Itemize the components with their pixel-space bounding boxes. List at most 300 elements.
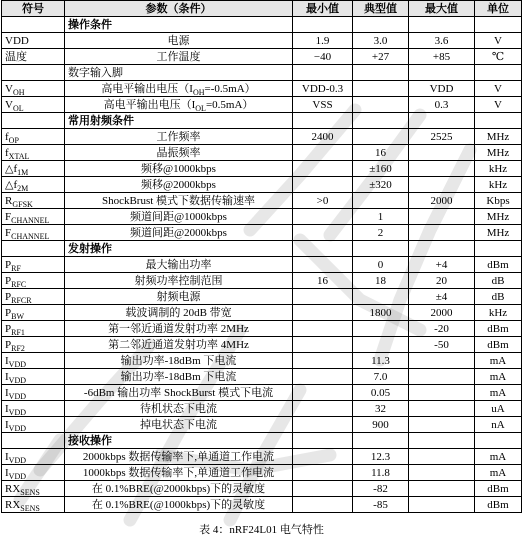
section-blank-cell (353, 433, 409, 449)
table-row (2, 161, 522, 177)
symbol-cell (2, 225, 65, 241)
unit-cell: V (475, 97, 522, 113)
typ-value: -85 (353, 497, 409, 513)
parameter-cell (65, 209, 293, 225)
parameter-text: 晶振频率 (156, 146, 201, 159)
typ-value (353, 289, 409, 305)
unit-cell: MHz (475, 225, 522, 241)
symbol-cell (2, 209, 65, 225)
section-row (2, 241, 522, 257)
parameter-cell (65, 465, 293, 481)
symbol-cell (2, 321, 65, 337)
section-blank-cell (409, 65, 475, 81)
symbol-text: f (5, 130, 9, 143)
unit-cell: nA (475, 417, 522, 433)
parameter-cell (65, 417, 293, 433)
parameter-text: 频移@1000kbps (141, 162, 216, 175)
max-value: -20 (409, 321, 475, 337)
unit-cell: uA (475, 401, 522, 417)
max-value (409, 481, 475, 497)
max-value: 2000 (409, 193, 475, 209)
typ-value: 7.0 (353, 369, 409, 385)
symbol-subscript: RF1 (11, 327, 25, 337)
symbol-cell (2, 369, 65, 385)
max-value (409, 225, 475, 241)
typ-value (353, 81, 409, 97)
table-row (2, 145, 522, 161)
section-title: 接收操作 (65, 433, 293, 449)
max-value: 20 (409, 273, 475, 289)
symbol-subscript: VDD (8, 471, 27, 481)
symbol-text: P (5, 322, 12, 335)
section-blank-cell (293, 17, 353, 33)
max-value (409, 417, 475, 433)
parameter-cell (65, 401, 293, 417)
min-value (293, 369, 353, 385)
electrical-spec-table (1, 0, 522, 513)
max-value (409, 177, 475, 193)
typ-value: 3.0 (353, 33, 409, 49)
symbol-text: F (5, 210, 12, 223)
min-value (293, 497, 353, 513)
unit-cell: dBm (475, 337, 522, 353)
table-row (2, 177, 522, 193)
symbol-subscript: OL (12, 103, 24, 113)
min-value (293, 257, 353, 273)
table-row (2, 497, 522, 513)
symbol-cell (2, 161, 65, 177)
table-row (2, 465, 522, 481)
parameter-text: 工作频率 (156, 130, 201, 143)
section-blank-cell (2, 241, 65, 257)
symbol-subscript: GFSK (12, 199, 33, 209)
symbol-subscript: 1M (17, 167, 29, 177)
section-row (2, 65, 522, 81)
symbol-text: △f (5, 178, 18, 191)
parameter-text: 电源 (167, 34, 190, 47)
symbol-text: F (5, 226, 12, 239)
section-blank-cell (293, 241, 353, 257)
symbol-text: P (5, 338, 12, 351)
parameter-subscript: OH (192, 87, 205, 97)
section-blank-cell (2, 17, 65, 33)
symbol-cell (2, 145, 65, 161)
parameter-cell (65, 321, 293, 337)
symbol-subscript: RF (11, 263, 21, 273)
symbol-text: RX (5, 482, 21, 495)
max-value: 3.6 (409, 33, 475, 49)
unit-cell: dB (475, 273, 522, 289)
header-min: 最小值 (293, 1, 353, 17)
parameter-cell (65, 225, 293, 241)
parameter-text: 工作温度 (156, 50, 201, 63)
table-row (2, 193, 522, 209)
symbol-cell (2, 177, 65, 193)
parameter-text: 1000kbps 数据传输率下,单通道工作电流 (82, 466, 275, 479)
unit-cell: MHz (475, 145, 522, 161)
min-value (293, 385, 353, 401)
table-row (2, 129, 522, 145)
table-row (2, 369, 522, 385)
max-value: +4 (409, 257, 475, 273)
section-row (2, 433, 522, 449)
symbol-cell (2, 273, 65, 289)
unit-cell: mA (475, 385, 522, 401)
header-symbol: 符号 (2, 1, 65, 17)
symbol-text: 温度 (5, 50, 27, 63)
parameter-cell (65, 497, 293, 513)
parameter-text: 频移@2000kbps (141, 178, 216, 191)
max-value (409, 369, 475, 385)
unit-cell: MHz (475, 209, 522, 225)
parameter-cell (65, 289, 293, 305)
unit-cell: dBm (475, 497, 522, 513)
symbol-text: △f (5, 162, 18, 175)
unit-cell: mA (475, 353, 522, 369)
symbol-subscript: RFCR (11, 295, 32, 305)
typ-value: 12.3 (353, 449, 409, 465)
section-blank-cell (409, 17, 475, 33)
symbol-cell (2, 49, 65, 65)
section-title: 发射操作 (65, 241, 293, 257)
min-value (293, 209, 353, 225)
parameter-text: 掉电状态下电流 (140, 418, 217, 431)
symbol-text: I (5, 354, 9, 367)
table-row (2, 225, 522, 241)
typ-value: 2 (353, 225, 409, 241)
symbol-subscript: SENS (20, 487, 40, 497)
symbol-text: I (5, 386, 9, 399)
symbol-text: VDD (5, 34, 29, 47)
min-value (293, 289, 353, 305)
unit-cell: kHz (475, 305, 522, 321)
symbol-subscript: VDD (8, 375, 27, 385)
symbol-subscript: 2M (17, 183, 29, 193)
min-value (293, 161, 353, 177)
symbol-subscript: VDD (8, 423, 27, 433)
table-row (2, 481, 522, 497)
min-value (293, 321, 353, 337)
parameter-cell (65, 385, 293, 401)
section-blank-cell (2, 113, 65, 129)
unit-cell: dBm (475, 257, 522, 273)
parameter-cell (65, 193, 293, 209)
parameter-text: 频道间距@1000kbps (130, 210, 227, 223)
symbol-text: I (5, 370, 9, 383)
header-typ: 典型值 (353, 1, 409, 17)
parameter-text: 在 0.1%BRE(@1000kbps)下的灵敏度 (91, 498, 266, 511)
min-value: 1.9 (293, 33, 353, 49)
section-blank-cell (293, 113, 353, 129)
table-row (2, 81, 522, 97)
min-value (293, 337, 353, 353)
min-value (293, 305, 353, 321)
typ-value: 0 (353, 257, 409, 273)
symbol-cell (2, 449, 65, 465)
symbol-subscript: BW (11, 311, 25, 321)
header-unit: 单位 (475, 1, 522, 17)
parameter-cell (65, 49, 293, 65)
table-row (2, 305, 522, 321)
parameter-text: ShockBrust 模式下数据传输速率 (101, 194, 256, 207)
max-value: +85 (409, 49, 475, 65)
table-row (2, 417, 522, 433)
symbol-text: P (5, 290, 12, 303)
symbol-text: R (5, 194, 13, 207)
unit-cell: mA (475, 449, 522, 465)
symbol-subscript: OP (8, 135, 19, 145)
typ-value: +27 (353, 49, 409, 65)
parameter-text: 第一邻近通道发射功率 2MHz (108, 322, 249, 335)
max-value: VDD (409, 81, 475, 97)
typ-value (353, 97, 409, 113)
parameter-cell (65, 33, 293, 49)
symbol-cell (2, 465, 65, 481)
section-blank-cell (353, 241, 409, 257)
parameter-cell (65, 257, 293, 273)
symbol-text: V (5, 82, 13, 95)
min-value (293, 481, 353, 497)
typ-value: 1800 (353, 305, 409, 321)
section-title: 常用射频条件 (65, 113, 293, 129)
parameter-text: 最大输出功率 (145, 258, 212, 271)
symbol-cell (2, 353, 65, 369)
table-header-row (2, 1, 522, 17)
unit-cell: dBm (475, 321, 522, 337)
max-value: 2000 (409, 305, 475, 321)
section-blank-cell (475, 17, 522, 33)
table-row (2, 33, 522, 49)
section-blank-cell (409, 113, 475, 129)
table-row (2, 337, 522, 353)
unit-cell: mA (475, 369, 522, 385)
min-value: VSS (293, 97, 353, 113)
min-value (293, 465, 353, 481)
min-value (293, 145, 353, 161)
symbol-cell (2, 33, 65, 49)
table-row (2, 49, 522, 65)
symbol-cell (2, 81, 65, 97)
typ-value: 11.3 (353, 353, 409, 369)
parameter-cell (65, 305, 293, 321)
table-row (2, 385, 522, 401)
parameter-cell (65, 273, 293, 289)
parameter-text: 载波调制的 20dB 带宽 (125, 306, 232, 319)
section-blank-cell (409, 433, 475, 449)
symbol-subscript: VDD (8, 359, 27, 369)
typ-value: ±160 (353, 161, 409, 177)
symbol-subscript: OH (12, 87, 25, 97)
section-row (2, 113, 522, 129)
symbol-cell (2, 385, 65, 401)
min-value (293, 449, 353, 465)
parameter-cell (65, 97, 293, 113)
parameter-text: 在 0.1%BRE(@2000kbps)下的灵敏度 (91, 482, 266, 495)
parameter-text: 输出功率-18dBm 下电流 (120, 370, 237, 383)
typ-value: 18 (353, 273, 409, 289)
parameter-cell (65, 449, 293, 465)
symbol-text: P (5, 258, 12, 271)
section-blank-cell (475, 433, 522, 449)
parameter-cell (65, 129, 293, 145)
table-row (2, 401, 522, 417)
symbol-text: RX (5, 498, 21, 511)
min-value (293, 417, 353, 433)
min-value: VDD-0.3 (293, 81, 353, 97)
symbol-cell (2, 193, 65, 209)
symbol-subscript: VDD (8, 391, 27, 401)
max-value: ±4 (409, 289, 475, 305)
parameter-text: 输出功率-18dBm 下电流 (120, 354, 237, 367)
min-value (293, 353, 353, 369)
section-title: 数字输入脚 (65, 65, 293, 81)
typ-value: ±320 (353, 177, 409, 193)
table-row (2, 97, 522, 113)
table-caption: 表 4：nRF24L01 电气特性 (199, 524, 324, 536)
min-value (293, 225, 353, 241)
parameter-text: 射频功率控制范围 (134, 274, 223, 287)
max-value (409, 385, 475, 401)
parameter-tail: =0.5mA） (205, 98, 254, 111)
symbol-cell (2, 129, 65, 145)
typ-value: 32 (353, 401, 409, 417)
symbol-cell (2, 305, 65, 321)
typ-value (353, 193, 409, 209)
min-value (293, 177, 353, 193)
parameter-subscript: OL (195, 103, 206, 113)
max-value (409, 145, 475, 161)
typ-value: 16 (353, 145, 409, 161)
typ-value: 0.05 (353, 385, 409, 401)
section-title: 操作条件 (65, 17, 293, 33)
section-blank-cell (293, 65, 353, 81)
section-blank-cell (353, 65, 409, 81)
symbol-subscript: RFC (11, 279, 27, 289)
max-value (409, 353, 475, 369)
section-row (2, 17, 522, 33)
max-value (409, 401, 475, 417)
unit-cell: ℃ (475, 49, 522, 65)
min-value: −40 (293, 49, 353, 65)
table-row (2, 449, 522, 465)
header-max: 最大值 (409, 1, 475, 17)
symbol-subscript: VDD (8, 407, 27, 417)
typ-value: 900 (353, 417, 409, 433)
table-row (2, 257, 522, 273)
symbol-cell (2, 337, 65, 353)
typ-value: 1 (353, 209, 409, 225)
max-value (409, 497, 475, 513)
parameter-text: 待机状态下电流 (140, 402, 217, 415)
parameter-cell (65, 145, 293, 161)
section-blank-cell (293, 433, 353, 449)
parameter-cell (65, 337, 293, 353)
unit-cell: V (475, 81, 522, 97)
unit-cell: dBm (475, 481, 522, 497)
symbol-text: f (5, 146, 9, 159)
min-value (293, 401, 353, 417)
table-row (2, 353, 522, 369)
table-row (2, 321, 522, 337)
max-value (409, 465, 475, 481)
symbol-subscript: RF2 (11, 343, 25, 353)
parameter-text: 高电平输出电压（I (103, 98, 196, 111)
section-blank-cell (2, 65, 65, 81)
symbol-cell (2, 289, 65, 305)
header-parameter: 参数（条件） (65, 1, 293, 17)
parameter-cell (65, 161, 293, 177)
unit-cell: MHz (475, 129, 522, 145)
symbol-subscript: VDD (8, 455, 27, 465)
symbol-subscript: SENS (20, 503, 40, 513)
symbol-cell (2, 257, 65, 273)
parameter-text: -6dBm 输出功率 ShockBurst 模式下电流 (83, 386, 274, 399)
symbol-cell (2, 401, 65, 417)
symbol-text: P (5, 306, 12, 319)
symbol-text: I (5, 402, 9, 415)
section-blank-cell (353, 17, 409, 33)
table-row (2, 273, 522, 289)
section-blank-cell (2, 433, 65, 449)
symbol-subscript: CHANNEL (11, 215, 50, 225)
parameter-text: 2000kbps 数据传输率下,单通道工作电流 (82, 450, 275, 463)
typ-value (353, 321, 409, 337)
unit-cell: Kbps (475, 193, 522, 209)
parameter-cell (65, 81, 293, 97)
max-value: -50 (409, 337, 475, 353)
parameter-cell (65, 481, 293, 497)
symbol-text: V (5, 98, 13, 111)
unit-cell: V (475, 33, 522, 49)
typ-value (353, 129, 409, 145)
max-value (409, 161, 475, 177)
section-blank-cell (475, 113, 522, 129)
max-value: 2525 (409, 129, 475, 145)
parameter-text: 频道间距@2000kbps (130, 226, 227, 239)
symbol-text: I (5, 450, 9, 463)
symbol-subscript: CHANNEL (11, 231, 50, 241)
unit-cell: kHz (475, 177, 522, 193)
parameter-text: 高电平输出电压（I (101, 82, 193, 95)
symbol-cell (2, 417, 65, 433)
typ-value (353, 337, 409, 353)
parameter-cell (65, 353, 293, 369)
section-blank-cell (409, 241, 475, 257)
symbol-subscript: XTAL (8, 151, 30, 161)
max-value (409, 449, 475, 465)
parameter-cell (65, 369, 293, 385)
section-blank-cell (475, 241, 522, 257)
typ-value: -82 (353, 481, 409, 497)
unit-cell: mA (475, 465, 522, 481)
min-value: 16 (293, 273, 353, 289)
symbol-cell (2, 97, 65, 113)
min-value: 2400 (293, 129, 353, 145)
parameter-text: 射频电源 (156, 290, 201, 303)
symbol-cell (2, 481, 65, 497)
max-value: 0.3 (409, 97, 475, 113)
max-value (409, 209, 475, 225)
table-row (2, 209, 522, 225)
section-blank-cell (475, 65, 522, 81)
unit-cell: dB (475, 289, 522, 305)
parameter-cell (65, 177, 293, 193)
parameter-text: 第二邻近通道发射功率 4MHz (108, 338, 249, 351)
symbol-text: I (5, 418, 9, 431)
unit-cell: kHz (475, 161, 522, 177)
section-blank-cell (353, 113, 409, 129)
parameter-tail: =-0.5mA） (204, 82, 256, 95)
